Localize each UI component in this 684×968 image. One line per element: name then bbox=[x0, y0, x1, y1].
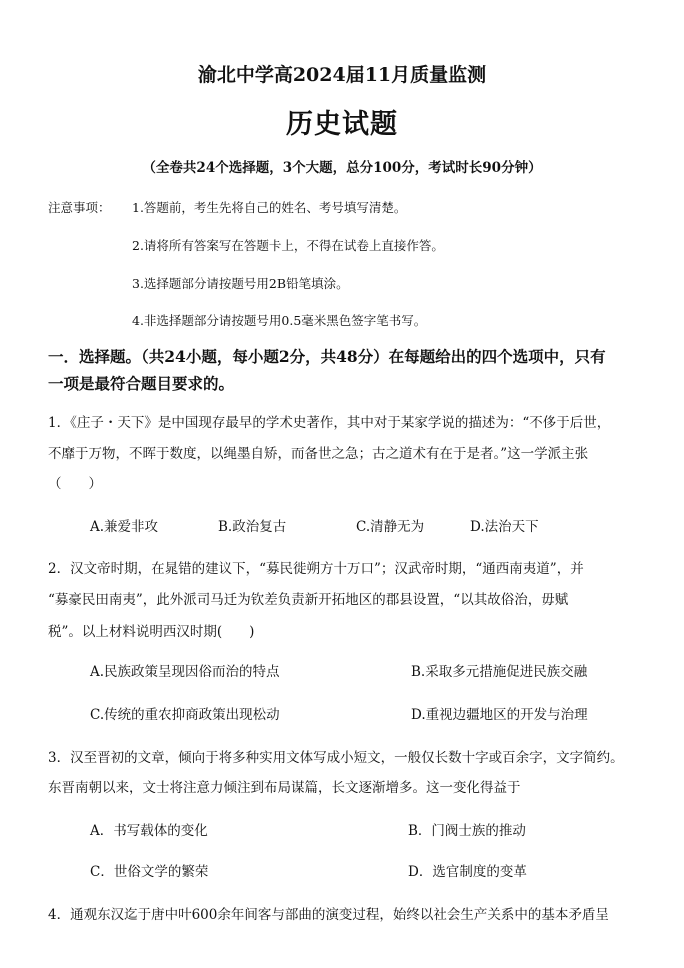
exam-info: （全卷共24个选择题，3个大题，总分100分，考试时长90分钟） bbox=[142, 160, 542, 176]
question-1-option-d[interactable]: D.法治天下 bbox=[470, 519, 539, 535]
question-3-option-a[interactable]: A．书写载体的变化 bbox=[90, 823, 208, 839]
question-3-line-2: 东晋南朝以来，文士将注意力倾注到布局谋篇，长文逐渐增多。这一变化得益于 bbox=[48, 780, 521, 796]
question-3-option-d[interactable]: D．选官制度的变革 bbox=[408, 864, 527, 880]
question-2-option-d[interactable]: D.重视边疆地区的开发与治理 bbox=[411, 707, 588, 723]
question-1-option-a[interactable]: A.兼爱非攻 bbox=[90, 519, 159, 535]
section-heading-cont: 一项是最符合题目要求的。 bbox=[48, 374, 235, 393]
note-item: 3.选择题部分请按题号用2B铅笔填涂。 bbox=[132, 276, 349, 291]
question-3-line-1: 3．汉至晋初的文章，倾向于将多种实用文体写成小短文，一般仅长数十字或百余字，文字简约。 bbox=[48, 750, 624, 766]
question-2-line-2: “募豪民田南夷”，此外派司马迁为钦差负责新开拓地区的郡县设置，“以其故俗治，毋赋 bbox=[48, 592, 569, 608]
note-item: 4.非选择题部分请按题号用0.5毫米黑色签字笔书写。 bbox=[132, 313, 427, 328]
question-1-line-1: 1．《庄子・天下》是中国现存最早的学术史著作，其中对于某家学说的描述为：“不侈于后世， bbox=[48, 415, 611, 431]
question-3-option-c[interactable]: C．世俗文学的繁荣 bbox=[90, 864, 209, 880]
school-title: 渝北中学高2024届11月质量监测 bbox=[197, 64, 487, 86]
note-item: 1.答题前，考生先将自己的姓名、考号填写清楚。 bbox=[132, 200, 407, 215]
subject-title: 历史试题 bbox=[286, 109, 398, 140]
question-2-line-3: 税”。以上材料说明西汉时期( ) bbox=[48, 624, 255, 640]
question-1-line-2: 不靡于万物，不晖于数度，以绳墨自矫，而备世之急；古之道术有在于是者。”这一学派主张 bbox=[48, 446, 589, 462]
question-4-line-1: 4．通观东汉迄于唐中叶600余年间客与部曲的演变过程，始终以社会生产关系中的基本矛盾呈 bbox=[48, 907, 609, 923]
question-2-line-1: 2．汉文帝时期，在晁错的建议下，“募民徙朔方十万口”；汉武帝时期，“通西南夷道”，并 bbox=[48, 561, 584, 577]
note-item: 2.请将所有答案写在答题卡上，不得在试卷上直接作答。 bbox=[132, 238, 444, 253]
question-1-option-c[interactable]: C.清静无为 bbox=[356, 519, 425, 535]
question-2-option-c[interactable]: C.传统的重农抑商政策出现松动 bbox=[90, 707, 280, 723]
question-2-option-a[interactable]: A.民族政策呈现因俗而治的特点 bbox=[90, 664, 280, 680]
question-1-line-3: （ ） bbox=[48, 476, 102, 492]
section-heading: 一．选择题。（共24小题，每小题2分，共48分）在每题给出的四个选项中，只有 bbox=[48, 347, 606, 366]
notes-label: 注意事项： bbox=[48, 200, 111, 215]
question-2-option-b[interactable]: B.采取多元措施促进民族交融 bbox=[411, 664, 588, 680]
question-1-option-b[interactable]: B.政治复古 bbox=[218, 519, 287, 535]
question-3-option-b[interactable]: B．门阀士族的推动 bbox=[408, 823, 526, 839]
